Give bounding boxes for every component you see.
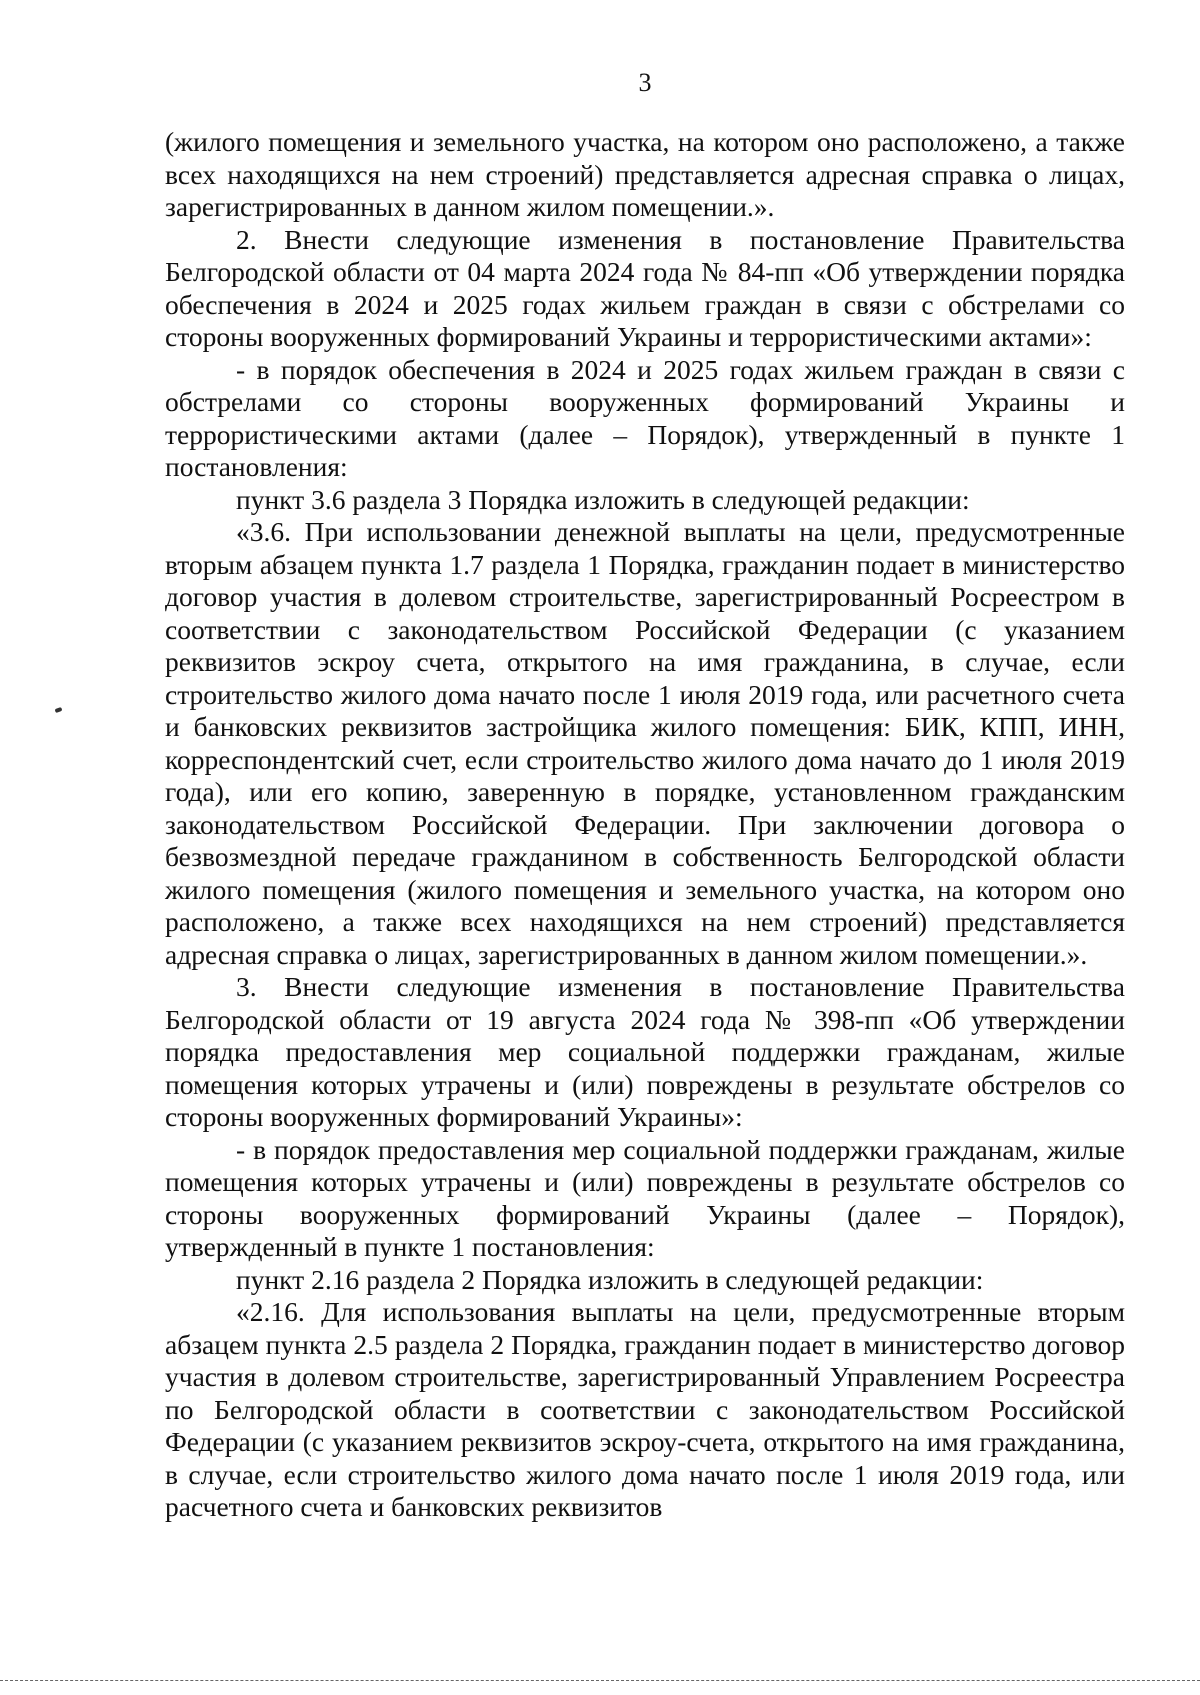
paragraph-clause-2-16: «2.16. Для использования выплаты на цели, предусмотренные вторым абзацем пункта 2.5 раздела 2 Порядка, гражданин подает в министерство договор участия в долевом строительстве, зарегистрированный Управлением Росреестра по Белгородской области в соответствии с законодательством Российской Федерации (с указанием реквизитов эскроу-счета, открытого на имя гражданина, в случае, если строительство жилого дома начато после 1 июля 2019 года, или расчетного счета и банковских реквизитов bbox=[165, 1296, 1125, 1522]
paragraph-continuation: (жилого помещения и земельного участка, на котором оно расположено, а также всех находящихся на нем строений) представляется адресная справка о лицах, зарегистрированных в данном жилом помещении.». bbox=[165, 126, 1125, 222]
page-number: 3 bbox=[638, 68, 652, 97]
document-body bbox=[165, 126, 1125, 1524]
paragraph-item-2-subitem: - в порядок обеспечения в 2024 и 2025 годах жильем граждан в связи с обстрелами со стороны вооруженных формирований Украины и террористическими актами (далее – Порядок), утвержденный в пункте 1 постановления: bbox=[165, 353, 1125, 482]
paragraph-item-2-clause: пункт 3.6 раздела 3 Порядка изложить в следующей редакции: bbox=[236, 483, 970, 515]
paragraph-item-3-subitem: - в порядок предоставления мер социальной поддержки гражданам, жилые помещения которых утрачены и (или) повреждены в результате обстрелов со стороны вооруженных формирований Украины (далее – Порядок), утвержденный в пункте 1 постановления: bbox=[165, 1133, 1125, 1262]
paragraph-clause-3-6: «3.6. При использовании денежной выплаты на цели, предусмотренные вторым абзацем пункта 1.7 раздела 1 Порядка, гражданин подает в министерство договор участия в долевом строительстве, зарегистрированный Росреестром в соответствии с законодательством Российской Федерации (с указанием реквизитов эскроу счета, открытого на имя гражданина, в случае, если строительство жилого дома начато после 1 июля 2019 года, или расчетного счета и банковских реквизитов застройщика жилого помещения: БИК, КПП, ИНН, корреспондентский счет, если строительство жилого дома начато до 1 июля 2019 года), или его копию, заверенную в порядке, установленном гражданским законодательством Российской Федерации. При заключении договора о безвозмездной передаче гражданином в собственность Белгородской области жилого помещения (жилого помещения и земельного участка, на котором оно расположено, а также всех находящихся на нем строений) представляется адресная справка о лицах, зарегистрированных в данном жилом помещении.». bbox=[165, 516, 1125, 970]
paragraph-item-2: 2. Внести следующие изменения в постановление Правительства Белгородской области от 04 марта 2024 года № 84-пп «Об утверждении порядка обеспечения в 2024 и 2025 годах жильем граждан в связи с обстрелами со стороны вооруженных формирований Украины и террористическими актами»: bbox=[165, 223, 1125, 352]
scan-edge-line bbox=[0, 1680, 1200, 1681]
paragraph-item-3: 3. Внести следующие изменения в постановление Правительства Белгородской области от 19 августа 2024 года № 398-пп «Об утверждении порядка предоставления мер социальной поддержки гражданам, жилые помещения которых утрачены и (или) повреждены в результате обстрелов со стороны вооруженных формирований Украины»: bbox=[165, 971, 1125, 1132]
paragraph-item-3-clause: пункт 2.16 раздела 2 Порядка изложить в следующей редакции: bbox=[236, 1263, 984, 1295]
scan-speck bbox=[55, 707, 63, 713]
